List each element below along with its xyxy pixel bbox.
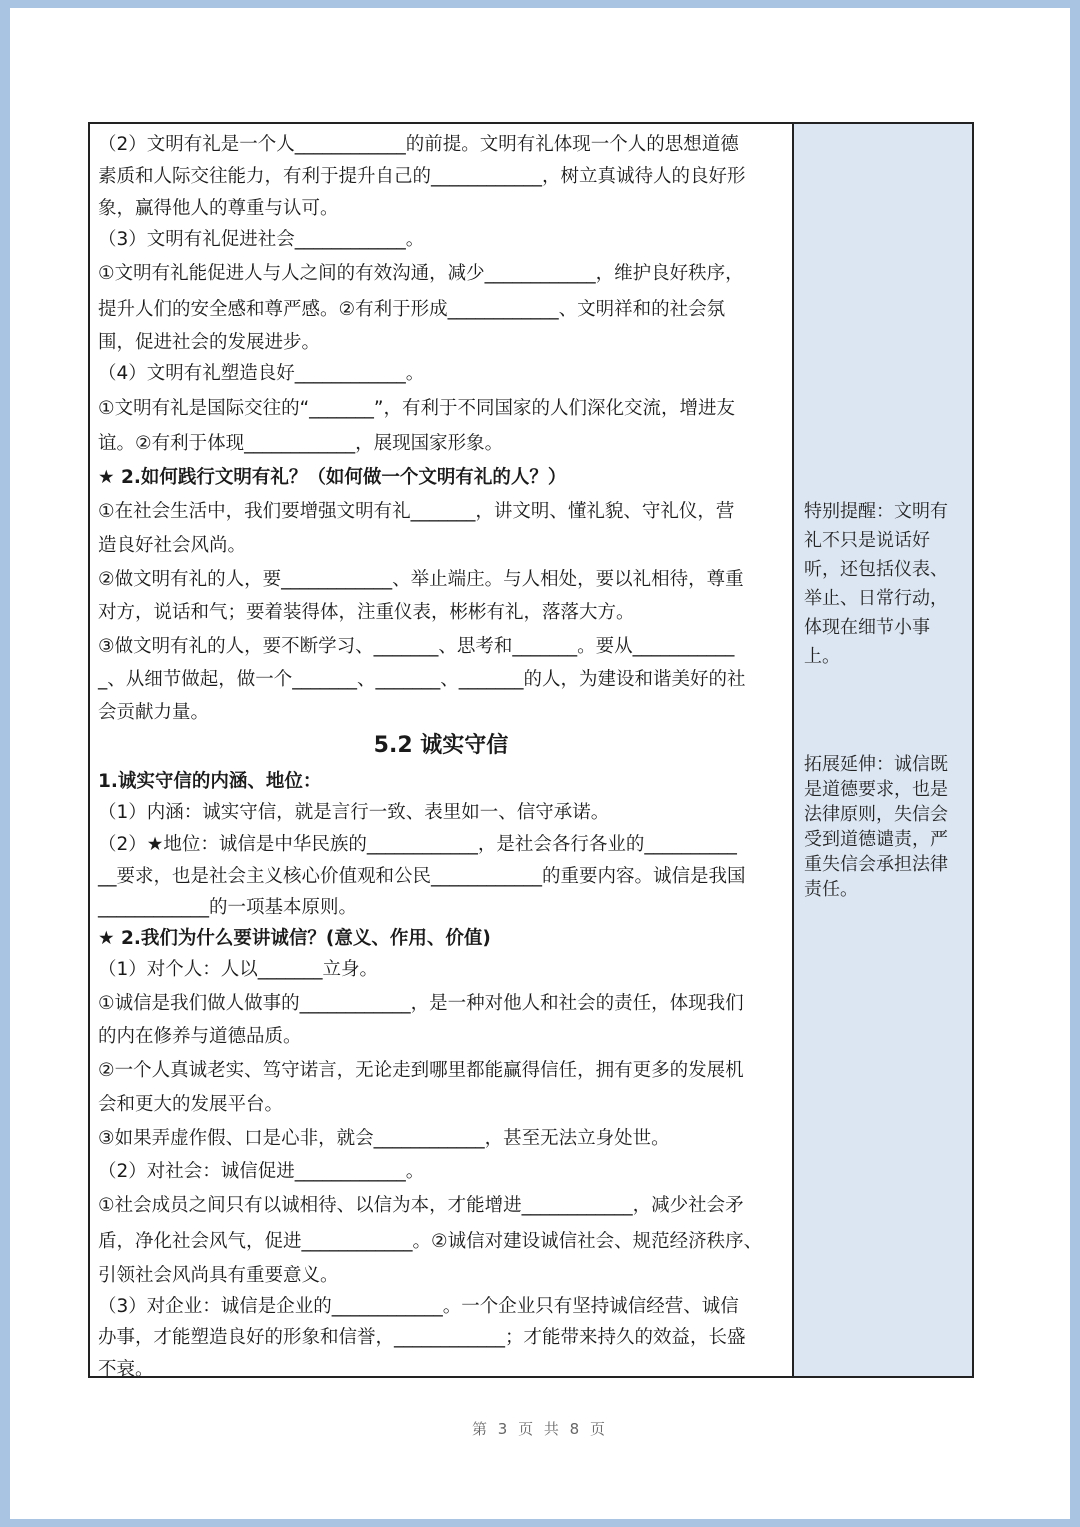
text-line: 的内在修养与道德品质。 (98, 1026, 302, 1047)
text-line: ③如果弄虚作假、口是心非，就会____________，甚至无法立身处世。 (98, 1128, 670, 1149)
text-line: 引领社会风尚具有重要意义。 (98, 1265, 339, 1286)
text-line: （2）对社会：诚信促进____________。 (98, 1161, 425, 1182)
text-line: 盾，净化社会风气，促进____________。②诚信对建设诚信社会、规范经济秩序、 (98, 1231, 763, 1252)
text-line: 象，赢得他人的尊重与认可。 (98, 198, 339, 219)
section-title: 5.2 诚实守信 (373, 733, 509, 758)
text-line: ①在社会生活中，我们要增强文明有礼_______，讲文明、懂礼貌、守礼仪，营 (98, 501, 735, 522)
page-number: 第 3 页 共 8 页 (472, 1420, 608, 1438)
text-line: （1）对个人：人以_______立身。 (98, 959, 379, 980)
text-line: 办事，才能塑造良好的形象和信誉，____________；才能带来持久的效益，长盛 (98, 1327, 746, 1348)
text-line: 素质和人际交往能力，有利于提升自己的____________，树立真诚待人的良好形 (98, 166, 746, 187)
text-line: 造良好社会风尚。 (98, 535, 247, 556)
text-line: ③做文明有礼的人，要不断学习、_______、思考和_______。要从___________ (98, 636, 735, 657)
text-line: （3）文明有礼促进社会____________。 (98, 229, 425, 250)
side-column (794, 124, 972, 1376)
text-line: （4）文明有礼塑造良好____________。 (98, 363, 425, 384)
question-heading: 1.诚实守信的内涵、地位： (98, 771, 322, 792)
text-line: 对方，说话和气；要着装得体，注重仪表，彬彬有礼，落落大方。 (98, 602, 635, 623)
text-line: ____________的一项基本原则。 (98, 897, 358, 918)
text-line: ①社会成员之间只有以诚相待、以信为本，才能增进____________，减少社会矛 (98, 1195, 744, 1216)
text-line: 会和更大的发展平台。 (98, 1094, 284, 1115)
text-line: 围，促进社会的发展进步。 (98, 332, 321, 353)
question-heading: ★ 2.我们为什么要讲诚信？(意义、作用、价值) (98, 928, 491, 949)
text-line: ②一个人真诚老实、笃守诺言，无论走到哪里都能赢得信任，拥有更多的发展机 (98, 1060, 744, 1081)
text-line: __要求，也是社会主义核心价值观和公民____________的重要内容。诚信是我国 (98, 866, 746, 887)
text-line: 提升人们的安全感和尊严感。②有利于形成____________、文明祥和的社会氛 (98, 299, 726, 320)
text-line: ①文明有礼是国际交往的“_______”，有利于不同国家的人们深化交流，增进友 (98, 398, 736, 419)
main-column (90, 124, 794, 1380)
extension-note: 拓展延伸：诚信既是道德要求，也是法律原则，失信会受到道德谴责，严重失信会承担法律责任。 (804, 754, 948, 900)
tip-note: 特别提醒：文明有礼不只是说话好听，还包括仪表、举止、日常行动，体现在细节小事上。 (804, 501, 948, 667)
text-line: _、从细节做起，做一个_______、_______、_______的人，为建设和谐美好的社 (98, 669, 746, 690)
text-line: （2）★地位：诚信是中华民族的____________，是社会各行各业的__________ (98, 834, 737, 855)
notes-table (88, 122, 974, 1378)
text-line: ①诚信是我们做人做事的____________，是一种对他人和社会的责任，体现我们 (98, 993, 744, 1014)
text-line: 会贡献力量。 (98, 702, 210, 723)
text-line: 不衰。 (98, 1359, 154, 1380)
text-line: 谊。②有利于体现____________，展现国家形象。 (98, 433, 504, 454)
text-line: ①文明有礼能促进人与人之间的有效沟通，减少____________，维护良好秩序， (98, 263, 744, 284)
text-line: （3）对企业：诚信是企业的____________。一个企业只有坚持诚信经营、诚信 (98, 1296, 739, 1317)
text-line: （2）文明有礼是一个人____________的前提。文明有礼体现一个人的思想道德 (98, 134, 739, 155)
text-line: ②做文明有礼的人，要____________、举止端庄。与人相处，要以礼相待，尊重 (98, 569, 744, 590)
text-line: （1）内涵：诚实守信，就是言行一致、表里如一、信守承诺。 (98, 802, 610, 823)
question-heading: ★ 2.如何践行文明有礼？（如何做一个文明有礼的人？） (98, 467, 567, 488)
